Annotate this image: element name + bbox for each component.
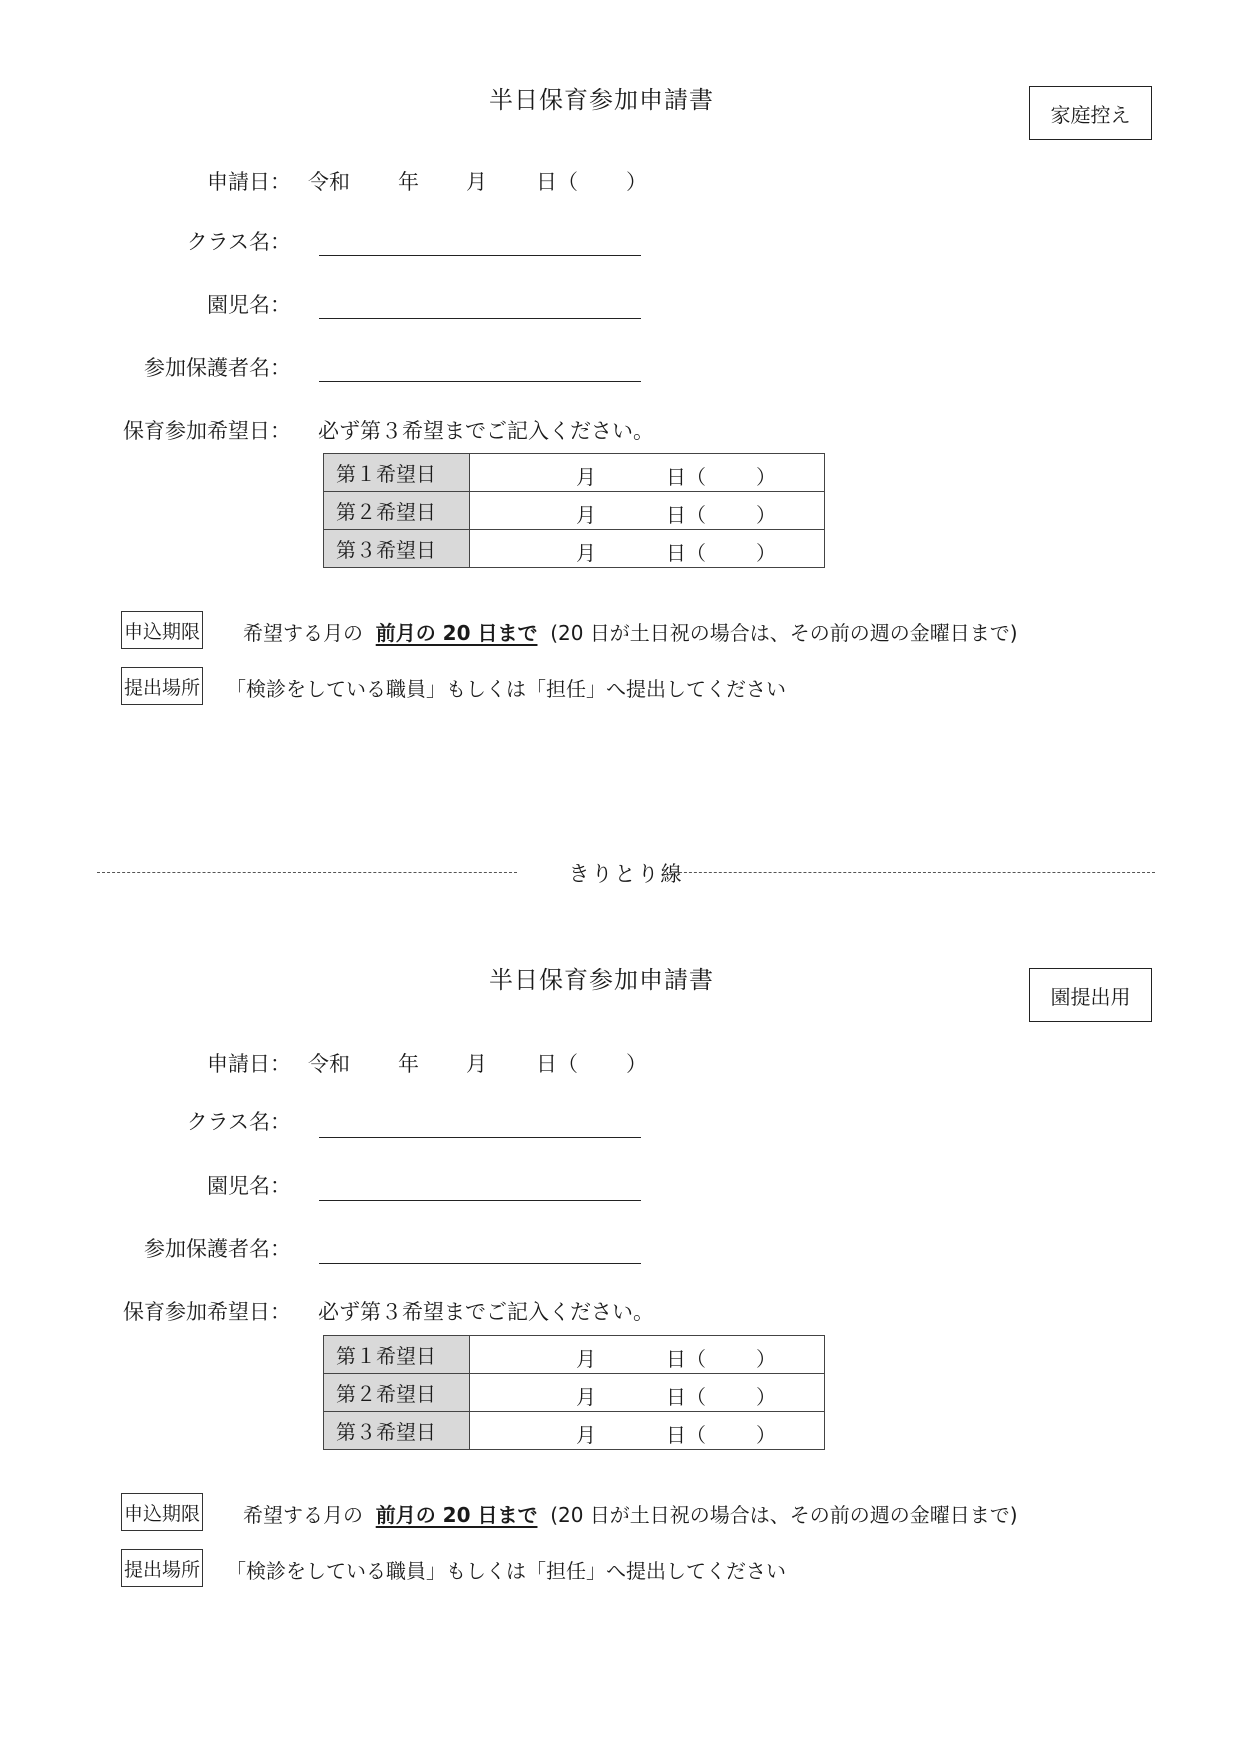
preference-close: ） bbox=[756, 1423, 776, 1447]
preference-date-cell[interactable] bbox=[470, 492, 825, 530]
table-row bbox=[324, 1374, 825, 1412]
preferred-instruction: 必ず第３希望までご記入ください。 bbox=[318, 419, 654, 443]
era-text: 令和 bbox=[308, 1052, 350, 1076]
preference-close: ） bbox=[756, 541, 776, 565]
month-text: 月 bbox=[466, 1052, 487, 1076]
deadline-suffix: (20 日が土日祝の場合は、その前の週の金曜日まで) bbox=[550, 1503, 1018, 1527]
deadline-emphasis: 前月の 20 日まで bbox=[375, 621, 538, 645]
preference-month: 月 bbox=[576, 1385, 596, 1409]
table-row bbox=[324, 492, 825, 530]
preference-close: ） bbox=[756, 1385, 776, 1409]
preference-month: 月 bbox=[576, 1423, 596, 1447]
preference-rank: 第１希望日 bbox=[324, 1336, 470, 1374]
day-text: 日（ bbox=[536, 1052, 578, 1076]
table-row bbox=[324, 1412, 825, 1450]
year-text: 年 bbox=[398, 170, 419, 194]
preference-date-cell[interactable] bbox=[470, 1412, 825, 1450]
preference-rank: 第２希望日 bbox=[324, 1374, 470, 1412]
guardian-name-label: 参加保護者名： bbox=[144, 356, 291, 380]
copy-label: 家庭控え bbox=[1029, 86, 1152, 140]
preference-rank: 第３希望日 bbox=[324, 530, 470, 568]
preferred-date-label: 保育参加希望日： bbox=[123, 1300, 291, 1324]
cut-line-dash-right bbox=[669, 872, 1155, 873]
preference-day: 日（ bbox=[666, 503, 706, 527]
submission-note: 「検診をしている職員」もしくは「担任」へ提出してください bbox=[226, 1559, 786, 1583]
preference-month: 月 bbox=[576, 1347, 596, 1371]
deadline-prefix: 希望する月の bbox=[243, 1503, 363, 1527]
form-title: 半日保育参加申請書 bbox=[489, 966, 714, 994]
guardian-name-input-line[interactable] bbox=[319, 381, 641, 382]
preferred-instruction: 必ず第３希望までご記入ください。 bbox=[318, 1300, 654, 1324]
preference-day: 日（ bbox=[666, 1423, 706, 1447]
copy-label: 園提出用 bbox=[1029, 968, 1152, 1022]
child-name-input-line[interactable] bbox=[319, 1200, 641, 1201]
deadline-tag: 申込期限 bbox=[121, 611, 203, 649]
guardian-name-input-line[interactable] bbox=[319, 1263, 641, 1264]
preference-close: ） bbox=[756, 503, 776, 527]
preference-day: 日（ bbox=[666, 541, 706, 565]
table-row bbox=[324, 454, 825, 492]
weekday-close: ） bbox=[626, 170, 647, 194]
era-text: 令和 bbox=[308, 170, 350, 194]
class-name-label: クラス名： bbox=[186, 1110, 291, 1134]
preferred-date-table bbox=[323, 453, 825, 568]
form-title: 半日保育参加申請書 bbox=[489, 86, 714, 114]
deadline-note bbox=[243, 1499, 1018, 1528]
table-row bbox=[324, 530, 825, 568]
guardian-name-label: 参加保護者名： bbox=[144, 1237, 291, 1261]
preferred-date-label: 保育参加希望日： bbox=[123, 419, 291, 443]
preferred-date-table bbox=[323, 1335, 825, 1450]
child-name-label: 園児名： bbox=[207, 1174, 291, 1198]
preference-date-cell[interactable] bbox=[470, 454, 825, 492]
deadline-suffix: (20 日が土日祝の場合は、その前の週の金曜日まで) bbox=[550, 621, 1018, 645]
preference-month: 月 bbox=[576, 541, 596, 565]
form-copy-school bbox=[0, 880, 1241, 1583]
preference-day: 日（ bbox=[666, 465, 706, 489]
preference-month: 月 bbox=[576, 503, 596, 527]
deadline-tag: 申込期限 bbox=[121, 1493, 203, 1531]
preference-month: 月 bbox=[576, 465, 596, 489]
preference-rank: 第２希望日 bbox=[324, 492, 470, 530]
day-text: 日（ bbox=[536, 170, 578, 194]
deadline-prefix: 希望する月の bbox=[243, 621, 363, 645]
preference-date-cell[interactable] bbox=[470, 1336, 825, 1374]
child-name-label: 園児名： bbox=[207, 293, 291, 317]
class-name-input-line[interactable] bbox=[319, 1137, 641, 1138]
child-name-input-line[interactable] bbox=[319, 318, 641, 319]
form-copy-household bbox=[0, 0, 1241, 700]
preference-close: ） bbox=[756, 1347, 776, 1371]
submission-note: 「検診をしている職員」もしくは「担任」へ提出してください bbox=[226, 677, 786, 701]
deadline-note bbox=[243, 617, 1018, 646]
deadline-emphasis: 前月の 20 日まで bbox=[375, 1503, 538, 1527]
application-date-label: 申請日： bbox=[207, 1052, 291, 1076]
class-name-input-line[interactable] bbox=[319, 255, 641, 256]
application-date-label: 申請日： bbox=[207, 170, 291, 194]
preference-day: 日（ bbox=[666, 1347, 706, 1371]
weekday-close: ） bbox=[626, 1052, 647, 1076]
preference-close: ） bbox=[756, 465, 776, 489]
preference-rank: 第１希望日 bbox=[324, 454, 470, 492]
submission-tag: 提出場所 bbox=[121, 1549, 203, 1587]
preference-date-cell[interactable] bbox=[470, 1374, 825, 1412]
year-text: 年 bbox=[398, 1052, 419, 1076]
preference-day: 日（ bbox=[666, 1385, 706, 1409]
table-row bbox=[324, 1336, 825, 1374]
class-name-label: クラス名： bbox=[186, 230, 291, 254]
month-text: 月 bbox=[466, 170, 487, 194]
preference-rank: 第３希望日 bbox=[324, 1412, 470, 1450]
cut-line-label: きりとり線 bbox=[568, 862, 684, 886]
preference-date-cell[interactable] bbox=[470, 530, 825, 568]
submission-tag: 提出場所 bbox=[121, 667, 203, 705]
